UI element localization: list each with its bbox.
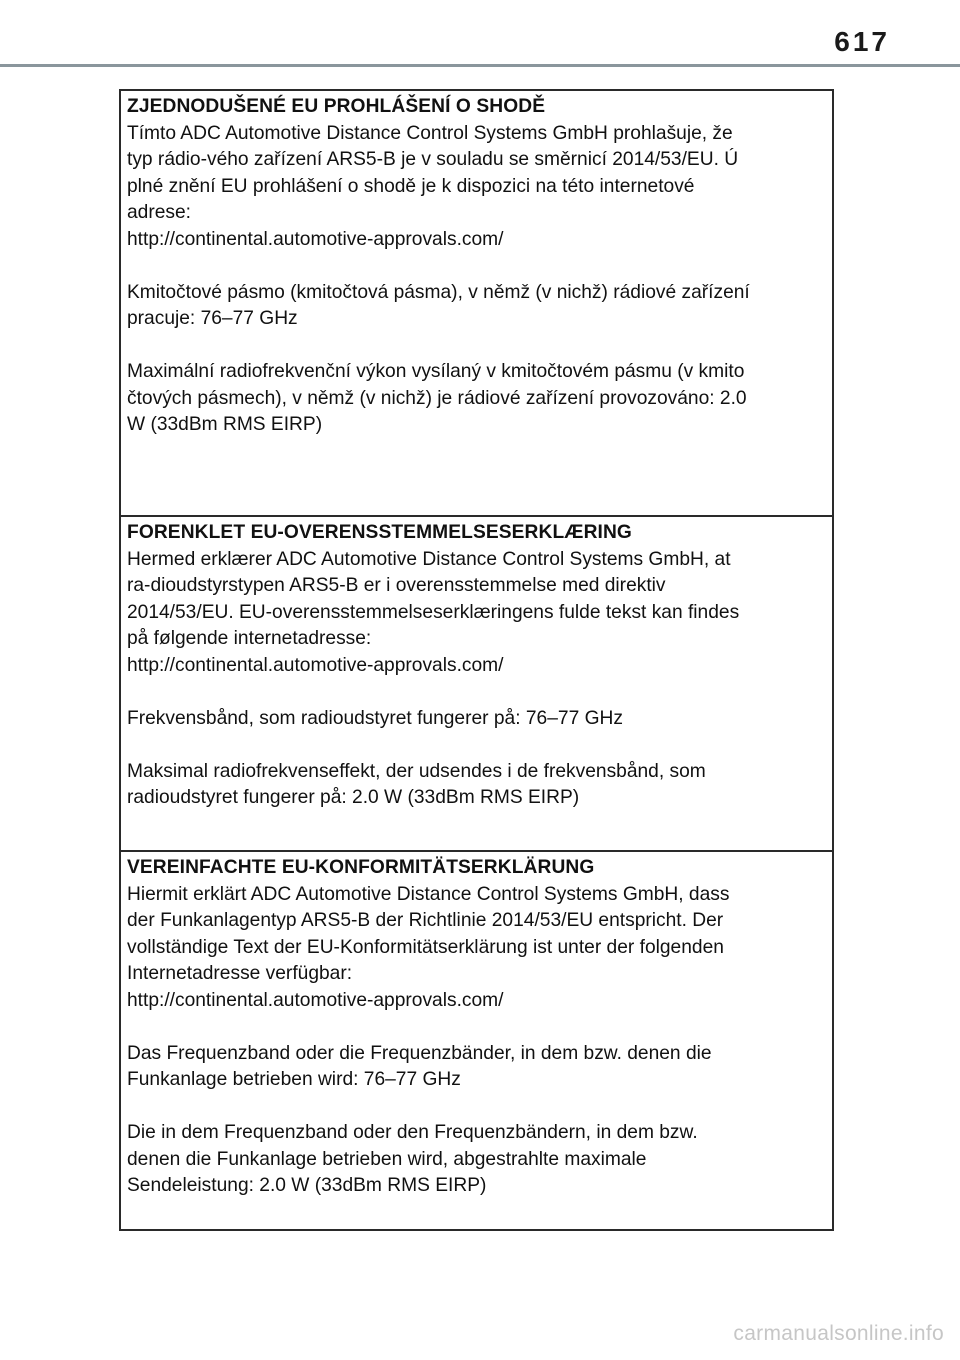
section-title: VEREINFACHTE EU-KONFORMITÄTSERKLÄRUNG xyxy=(127,857,595,878)
site-watermark: carmanualsonline.info xyxy=(733,1322,944,1345)
declaration-table xyxy=(119,89,834,1231)
max-power-text: Maximální radiofrekvenční výkon vysílaný v kmitočtovém pásmu (v kmito čtových pásmech), v němž (v nichž) je rádiové zařízení provozováno: 2.0 W (33dBm RMS EIRP) xyxy=(127,361,747,435)
section-title: FORENKLET EU-OVERENSSTEMMELSESERKLÆRING xyxy=(127,522,632,543)
header-divider xyxy=(0,64,960,67)
approval-url-link[interactable]: http://continental.automotive-approvals.com/ xyxy=(127,654,504,676)
max-power-text: Maksimal radiofrekvenseffekt, der udsendes i de frekvensbånd, som radioudstyret fungerer på: 2.0 W (33dBm RMS EIRP) xyxy=(127,760,706,808)
section-danish-declaration xyxy=(121,517,832,852)
intro-text: Hermed erklærer ADC Automotive Distance Control Systems GmbH, at ra-dioudstyrstypen ARS5-B er i overensstemmelse med direktiv 2014/53/EU. EU-overensstemmelseserklæringens fulde tekst kan findes på følgende internetadresse: xyxy=(127,548,740,649)
section-title: ZJEDNODUŠENÉ EU PROHLÁŠENÍ O SHODĚ xyxy=(127,96,546,117)
intro-text: Hiermit erklärt ADC Automotive Distance Control Systems GmbH, dass der Funkanlagentyp ARS5-B der Richtlinie 2014/53/EU entspricht. Der vollständige Text der EU-Konformitätserklärung ist unter der folgenden Internetadresse verfügbar: xyxy=(127,883,730,984)
section-czech-declaration xyxy=(121,91,832,517)
declaration-intro xyxy=(127,882,826,1015)
max-power-text: Die in dem Frequenzband oder den Frequenzbändern, in dem bzw. denen die Funkanlage betrieben wird, abgestrahlte maximale Sendeleistung: 2.0 W (33dBm RMS EIRP) xyxy=(127,1122,698,1196)
approval-url-link[interactable]: http://continental.automotive-approvals.com/ xyxy=(127,989,504,1011)
section-german-declaration xyxy=(121,852,832,1229)
frequency-band-text: Frekvensbånd, som radioudstyret fungerer på: 76–77 GHz xyxy=(127,707,623,729)
declaration-intro xyxy=(127,547,826,680)
declaration-intro xyxy=(127,121,826,254)
intro-text: Tímto ADC Automotive Distance Control Systems GmbH prohlašuje, že typ rádio-vého zařízení ARS5-B je v souladu se směrnicí 2014/53/EU. Ú plné znění EU prohlášení o shodě je k dispozici na této internetové adrese: xyxy=(127,122,739,223)
page-number: 617 xyxy=(834,26,890,57)
approval-url-link[interactable]: http://continental.automotive-approvals.com/ xyxy=(127,228,504,250)
frequency-band-text: Kmitočtové pásmo (kmitočtová pásma), v němž (v nichž) rádiové zařízení pracuje: 76–77 GHz xyxy=(127,281,750,329)
frequency-band-text: Das Frequenzband oder die Frequenzbänder, in dem bzw. denen die Funkanlage betrieben wird: 76–77 GHz xyxy=(127,1042,712,1090)
